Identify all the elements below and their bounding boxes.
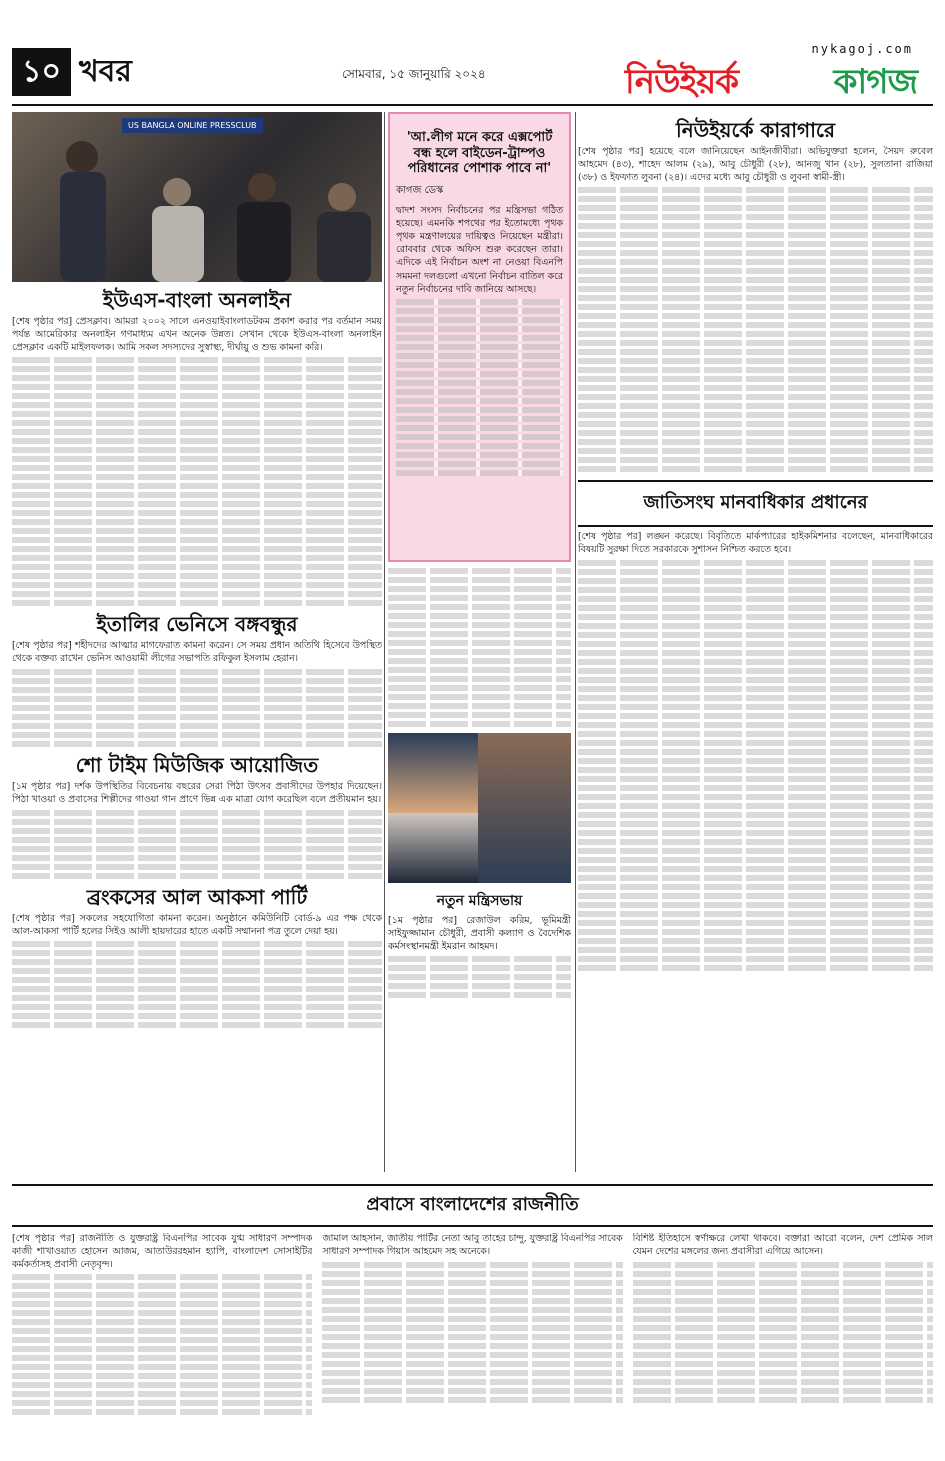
story-body: [শেষ পৃষ্ঠার পর] হয়েছে বলে জানিয়েছেন আইনজীবীরা। অভিযুক্তরা হলেন, সৈয়দ রুবেল আহমেদ (৪৩), শাহেদ আলম (২৯), আবু চৌধুরী (২৮), আনজু খান (২৮), সুলতানা রাজিয়া (৩৮) ও ইফফাত লুবনা (২৪)। এদের মধ্যে আবু চৌধুরী ও লুবনা স্বামী-স্ত্রী। (578, 146, 933, 183)
column-divider (575, 112, 576, 1172)
bottom-headline: প্রবাসে বাংলাদেশের রাজনীতি (12, 1184, 933, 1227)
story-head: জাতিসংঘ মানবাধিকার প্রধানের (578, 480, 933, 527)
logo (625, 42, 925, 102)
story-head: ইউএস-বাংলা অনলাইন (102, 288, 292, 312)
page-number: ১০ (12, 48, 71, 96)
story-body: [শেষ পৃষ্ঠার পর] শহীদদের আত্মার মাগফেরাত কামনা করেন। সে সময় প্রধান অতিথি হিসেবে উপস্থিত থেকে বক্তব্য রাখেন ভেনিস আওয়ামী লীগের সভাপতি রফিকুল ইসলাম হেরান। (12, 640, 382, 665)
people-silhouettes (12, 112, 382, 282)
bottom-story (12, 1184, 933, 1454)
column-left (12, 112, 382, 1180)
box-headline: 'আ.লীগ মনে করে এক্সপোর্ট বন্ধ হলে বাইডেন-ট্রাম্পও পরিধানের পোশাক পাবে না' (406, 130, 553, 177)
site-url: nykagoj.com (811, 42, 913, 56)
box-body: দ্বাদশ সংসদ নির্বাচনের পর মন্ত্রিসভা গঠিত হয়েছে। এমনকি শপথের পর ইতোমধ্যে পৃথক পৃথক মন্ত্রণালয়ের দায়িত্বও নিয়েছেন মন্ত্রীরা। রোববার থেকে অফিস শুরু করেছেন তারা। এদিকে এই নির্বাচন অংশ না নেওয়া বিএনপি সমমনা দলগুলো এখনো নির্বাচন বাতিল করে নতুন নির্বাচনের দাবি জানিয়ে আসছে। (396, 204, 563, 295)
story-body: [১ম পৃষ্ঠার পর] দর্শক উপস্থিতির বিবেচনায় বছরের সেরা পিঠা উৎসব প্রবাসীদের উপহার দিয়েছেন। পিঠা খাওয়া ও প্রবাসের শিল্পীদের গাওয়া গান প্রাণে ভিন্ন এক মাত্রা যোগ করেছিল বলে প্রতীয়মান হয়। (12, 781, 382, 805)
logo-red: নিউইয়র্ক (625, 62, 739, 102)
story-body: [শেষ পৃষ্ঠার পর] প্রেসক্লাব। আমরা ২০০২ সালে এনওয়াইবাংলাডটকম প্রকাশ করার পর বর্তমান সময় পর্যন্ত আমেরিকার অনলাইন গণমাধ্যম এখন অনেক উন্নত। সেখান থেকে ইউএস-বাংলা অনলাইন প্রেসক্লাব একটি মাইলফলক। আমি সকল সদস্যদের সুস্বাস্থ্য, দীর্ঘায়ু ও শুভ কামনা করি। (12, 316, 382, 353)
column-middle (388, 112, 571, 1180)
bottom-col-1: [শেষ পৃষ্ঠার পর] রাজনীতি ও যুক্তরাষ্ট্র বিএনপির সাবেক যুগ্ম সাধারণ সম্পাদক কাজী শাখাওয়াত হোসেন আজম, আতাউররহমান হ্যাপি, বাংলাদেশ সোসাইটির কর্মকর্তাসহ প্রবাসী নেতৃবৃন্দ। (12, 1233, 313, 1270)
story-head: নতুন মন্ত্রিসভায় (436, 893, 523, 909)
portrait-speaker (478, 733, 571, 883)
bottom-col-2: জামাল আহসান, জাতীয় পার্টির নেতা আবু তাহের চান্দু, যুক্তরাষ্ট্র বিএনপির সাবেক সাধারণ সম্পাদক গিয়াস আহমেদ সহ অনেকে। (322, 1233, 623, 1257)
bottom-col-3: বিশিষ্ট ইতিহাসে স্বর্ণাক্ষরে লেখা থাকবে। বক্তারা আরো বলেন, দেশ প্রেমিক সাল যেমন দেশের মঙ্গলের জন্য প্রবাসীরা এগিয়ে আসেন। (632, 1233, 933, 1257)
press-club-photo (12, 112, 382, 282)
masthead (12, 42, 933, 102)
story-head: শো টাইম মিউজিক আয়োজিত (75, 753, 319, 778)
dateline: সোমবার, ১৫ জানুয়ারি ২০২৪ (342, 67, 486, 81)
desk-credit: কাগজ ডেস্ক (396, 184, 444, 196)
column-right (578, 112, 933, 1180)
section-name: খবর (78, 53, 132, 89)
photo-banner: US BANGLA ONLINE PRESSCLUB (122, 118, 263, 133)
story-head: নিউইয়র্কে কারাগারে (676, 118, 835, 142)
story-head: ইতালির ভেনিসে বঙ্গবন্ধুর (96, 612, 298, 637)
featured-box (388, 112, 571, 562)
story-head: ব্রংকসের আল আকসা পার্টি (86, 884, 308, 909)
header-rule (12, 104, 933, 106)
story-body: [১ম পৃষ্ঠার পর] রেজাউল করিম, ভূমিমন্ত্রী সাইফুজ্জামান চৌধুরী, প্রবাসী কল্যাণ ও বৈদেশিক কর্মসংস্থানমন্ত্রী ইমরান আহমদ। (388, 914, 571, 953)
story-body: [শেষ পৃষ্ঠার পর] সকলের সহযোগিতা কামনা করেন। অনুষ্ঠানে কমিউনিটি বোর্ড-৯ এর পক্ষ থেকে আল-আকসা পার্টি হলের সিইও আলী হায়দারের হাতে একটি সম্মাননা পত্র তুলে দেয়া হয়। (12, 912, 382, 937)
column-divider (384, 112, 385, 1172)
portrait-biden (388, 813, 478, 883)
story-body: [শেষ পৃষ্ঠার পর] লঙ্ঘন করেছে। বিবৃতিতে মার্কপ্যারের হাইকমিশনার বলেছেন, মানবাধিকারের বিষয়টি সুরক্ষা দিতে সরকারকে সুশাসন নিশ্চিত করতে হবে। (578, 531, 933, 556)
logo-green: কাগজ (833, 62, 917, 102)
portrait-trump (388, 733, 478, 813)
politician-portraits (388, 733, 571, 883)
